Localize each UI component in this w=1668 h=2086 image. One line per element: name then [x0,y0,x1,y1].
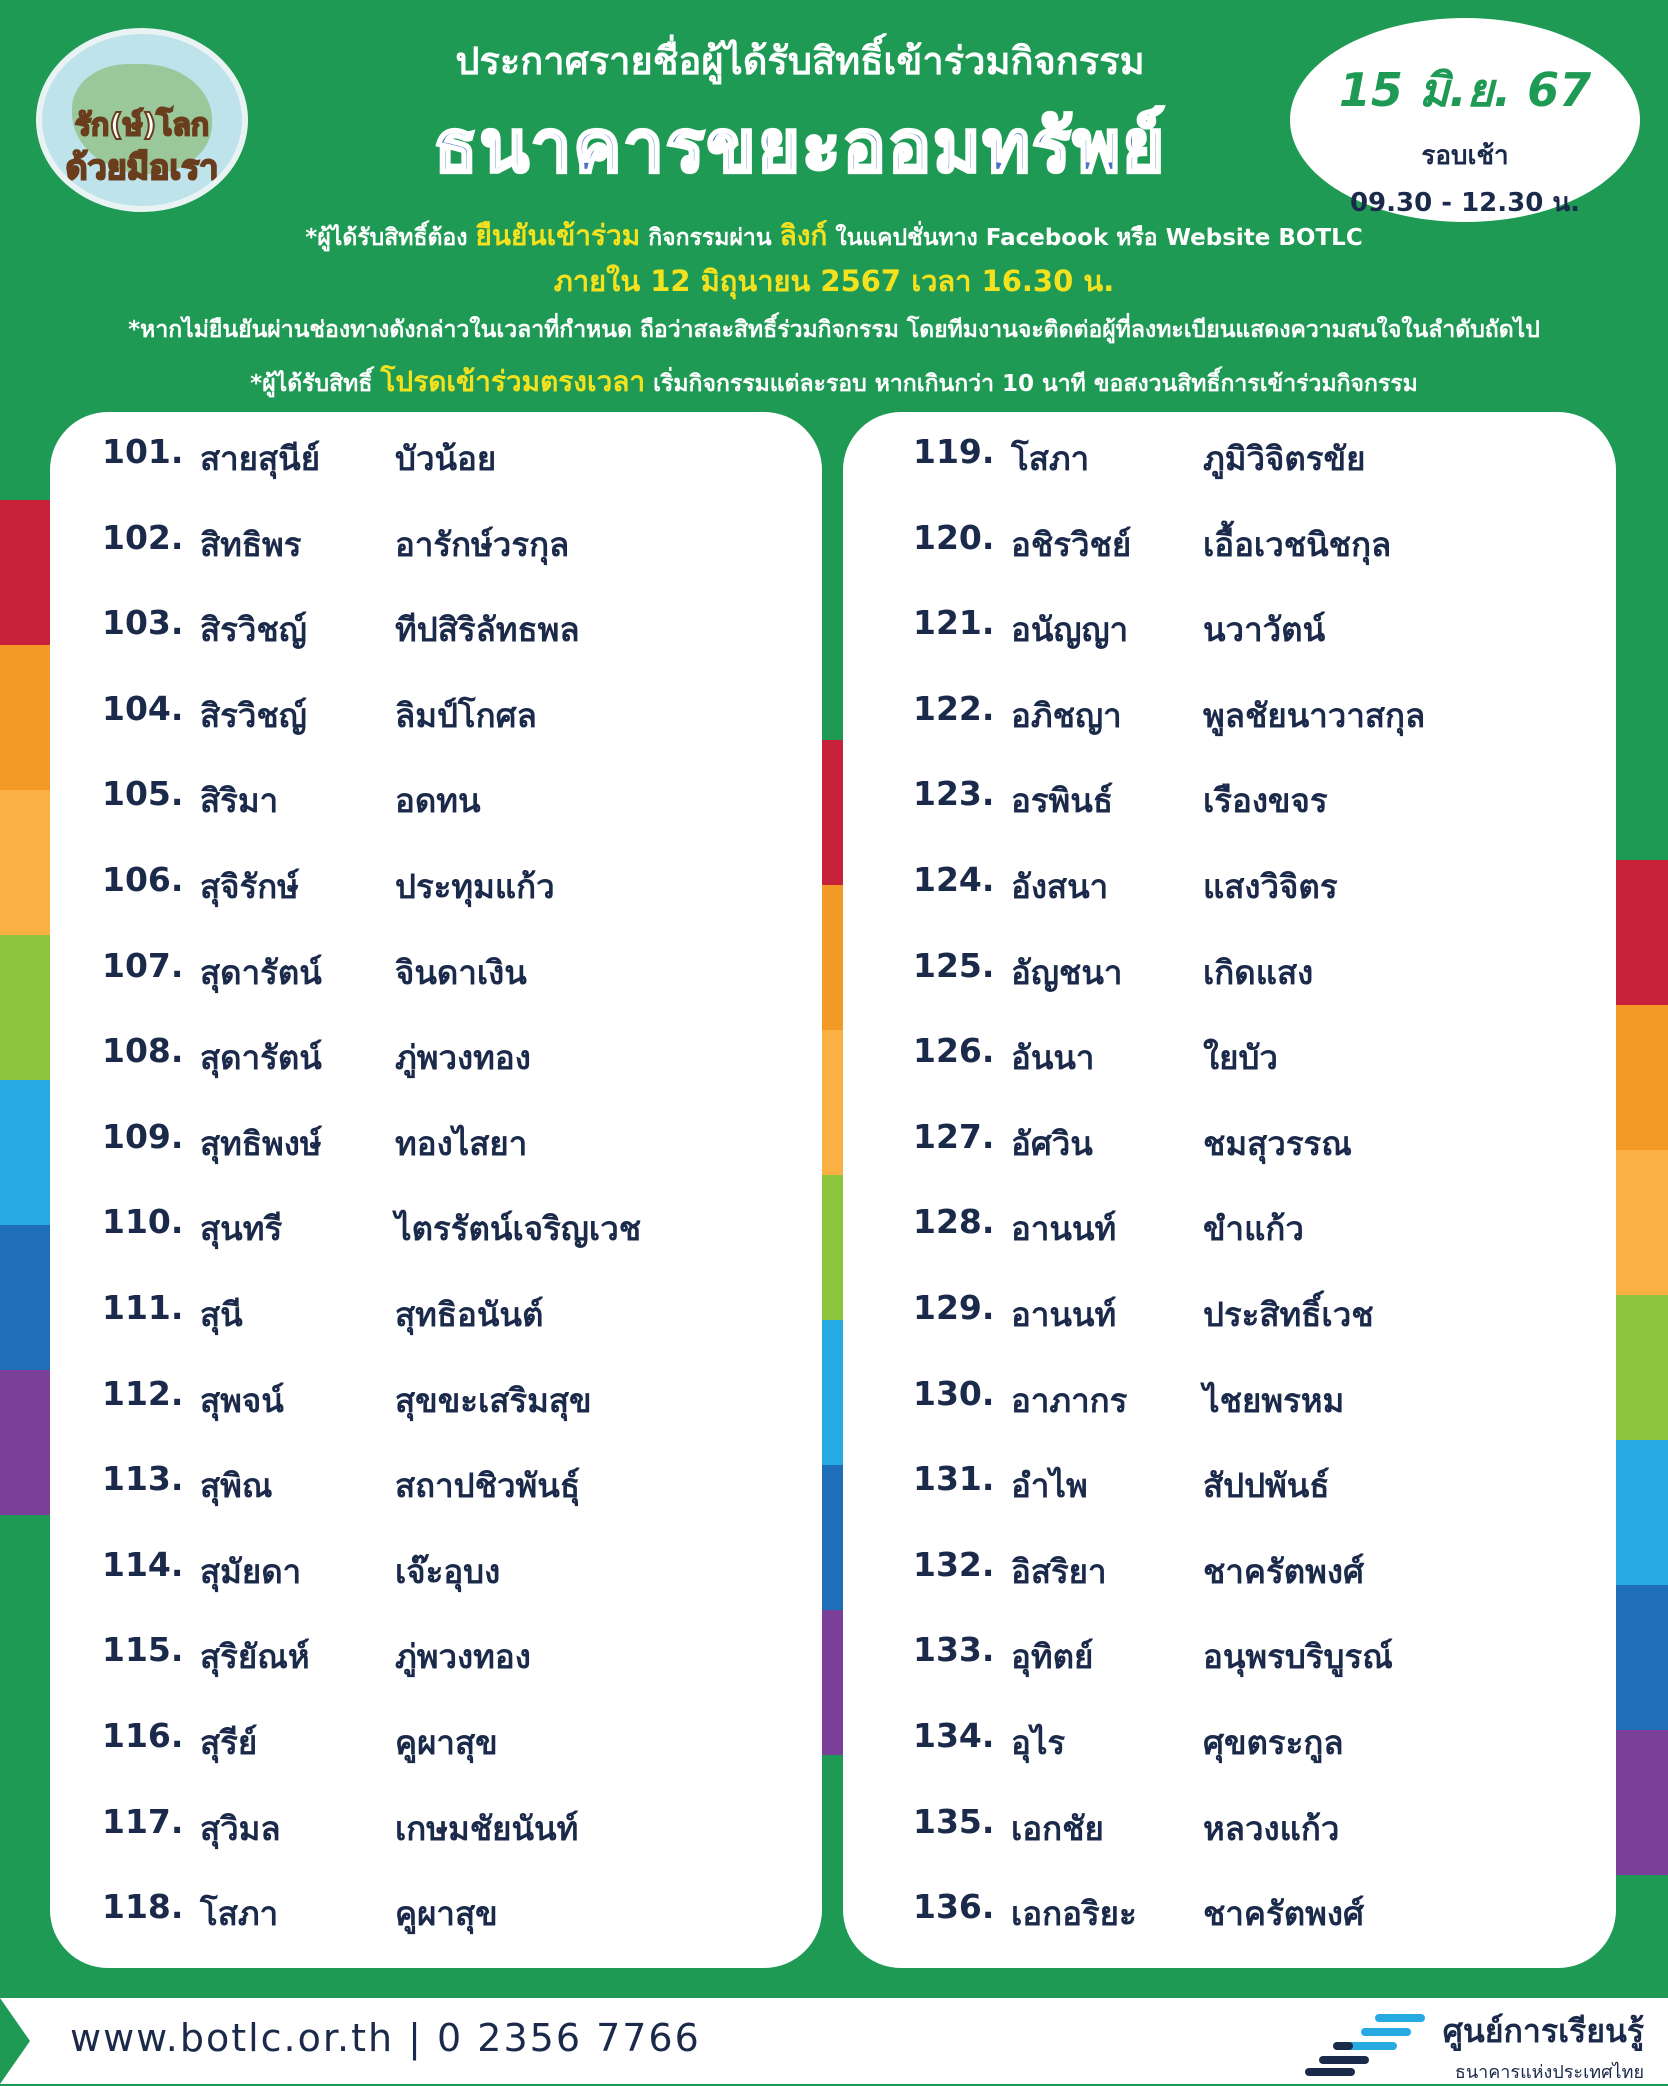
right-rainbow-stripes [1608,860,1668,1875]
list-item [50,946,822,1006]
date-badge [1290,18,1640,222]
event-date: 15 มิ.ย. 67 [1338,63,1592,117]
list-item [50,1716,822,1776]
first-name: สุริยัณห์ [200,1637,310,1677]
list-number: 129. [913,1288,995,1327]
last-name: ลิมป์โกศล [395,695,537,735]
list-number: 130. [913,1373,995,1413]
last-name: เกษมชัยนันท์ [395,1808,579,1848]
list-item [843,1459,1616,1519]
list-item [50,860,822,920]
first-name: สิรวิชญ์ [200,610,307,650]
list-number: 122. [913,688,995,728]
list-number: 134. [913,1716,995,1755]
list-number: 107. [102,945,184,985]
first-name: สุพจน์ [200,1380,284,1420]
first-name: อันนา [1011,1038,1095,1078]
notice-forfeit: *หากไม่ยืนยันผ่านช่องทางดังกล่าวในเวลาที่กำหนด ถือว่าสละสิทธิ์ร่วมกิจกรรม โดยทีมงานจะติดต่อผู้ที่ลงทะเบียนแสดงความสนใจในลำดับถัดไป [128,317,1540,343]
list-number: 136. [913,1887,995,1927]
last-name: ชมสุวรรณ [1203,1123,1352,1163]
list-number: 109. [102,1116,184,1156]
notice-text: *ผู้ได้รับสิทธิ์ต้อง [305,225,476,251]
first-name: สุทธิพงษ์ [200,1123,322,1163]
last-name: อนุพรบริบูรณ์ [1203,1637,1393,1677]
first-name: สิรวิชญ์ [200,695,307,735]
list-number: 116. [102,1716,184,1755]
last-name: สัปปพันธ์ [1203,1466,1330,1506]
first-name: อนัญญา [1011,610,1129,650]
list-item [50,1459,822,1519]
last-name: ประสิทธิ์เวช [1203,1295,1374,1334]
logo-text-line1: รัก(ษ์)โลก [74,108,210,143]
list-item [50,1288,822,1348]
list-number: 102. [102,517,184,557]
first-name: อชิรวิชย์ [1011,524,1132,564]
list-item [843,1117,1616,1177]
first-name: อานนท์ [1011,1295,1117,1334]
last-name: บัวน้อย [395,439,497,478]
last-name: สถาปชิวพันธุ์ [395,1466,580,1506]
last-name: สุทธิอนันต์ [395,1295,544,1334]
list-number: 120. [913,517,995,557]
org-name-main: ศูนย์การเรียนรู้ [1442,2012,1644,2050]
first-name: สิทธิพร [200,524,302,564]
list-item [50,1202,822,1262]
list-item [50,1031,822,1091]
first-name: สุรีย์ [200,1723,258,1762]
list-number: 101. [102,432,184,471]
list-item [50,518,822,578]
list-item [843,1716,1616,1776]
first-name: อานนท์ [1011,1209,1117,1249]
last-name: คูผาสุข [395,1723,498,1762]
logo-text-line2: ด้วยมือเรา [65,148,219,188]
last-name: ชาครัตพงศ์ [1203,1894,1364,1934]
list-item [50,603,822,663]
list-item [843,1802,1616,1862]
list-item [50,689,822,749]
list-item [843,1288,1616,1348]
first-name: สุนทรี [200,1209,283,1249]
list-item [50,1545,822,1605]
list-number: 132. [913,1544,995,1584]
first-name: อิสริยา [1011,1551,1107,1591]
page-title: ประกาศรายชื่อผู้ได้รับสิทธิ์เข้าร่วมกิจกรรม [455,39,1145,83]
list-number: 106. [102,860,184,899]
list-item [50,1374,822,1434]
name-list-left [50,412,822,1968]
list-number: 123. [913,774,995,814]
list-item [843,1887,1616,1947]
first-name: สุดารัตน์ [200,1038,322,1078]
last-name: เรืองขจร [1203,781,1328,821]
list-item [843,518,1616,578]
first-name: อาภากร [1011,1380,1128,1420]
last-name: ทองไสยา [395,1123,528,1163]
notice-deadline: ภายใน 12 มิถุนายน 2567 เวลา 16.30 น. [553,264,1115,298]
first-name: อัศวิน [1011,1123,1093,1163]
last-name: ไตรรัตน์เจริญเวช [395,1209,642,1249]
campaign-logo [36,28,248,212]
list-number: 113. [102,1459,184,1499]
first-name: สิริมา [200,781,279,821]
last-name: ภู่พวงทอง [395,1637,531,1677]
first-name: สุวิมล [200,1808,281,1848]
last-name: ทีปสิริลัทธพล [395,610,580,650]
list-number: 118. [102,1887,184,1927]
list-number: 133. [913,1630,995,1670]
last-name: เจ๊ะอุบง [395,1551,501,1591]
first-name: สุนี [200,1295,243,1334]
notice-highlight: ลิงก์ [779,219,828,252]
first-name: อุทิตย์ [1011,1637,1094,1677]
list-number: 125. [913,945,995,985]
last-name: ใยบัว [1203,1038,1278,1078]
first-name: อุไร [1011,1723,1066,1762]
list-number: 135. [913,1801,995,1841]
list-item [843,689,1616,749]
notice-text: ในแคปชั่นทาง Facebook หรือ Website BOTLC [827,225,1363,251]
list-number: 111. [102,1288,184,1327]
last-name: เกิดแสง [1203,952,1314,992]
list-item [843,1630,1616,1690]
first-name: อรพินธ์ [1011,781,1113,821]
list-number: 112. [102,1373,184,1413]
list-item [50,432,822,492]
notice-text: เริ่มกิจกรรมแต่ละรอบ หากเกินกว่า 10 นาที ขอสงวนสิทธิ์การเข้าร่วมกิจกรรม [645,371,1418,397]
list-item [843,432,1616,492]
last-name: ภู่พวงทอง [395,1038,531,1078]
first-name: อัญชนา [1011,952,1123,992]
first-name: เอกชัย [1011,1808,1104,1848]
org-name-sub: ธนาคารแห่งประเทศไทย [1454,2062,1644,2083]
last-name: ขำแก้ว [1203,1209,1304,1249]
first-name: โสภา [200,1894,279,1934]
first-name: อภิชญา [1011,695,1122,735]
botlc-logo-mark-icon [1305,2010,1445,2076]
event-session: รอบเช้า [1421,141,1509,171]
list-item [843,1031,1616,1091]
name-list-right [843,412,1616,1968]
list-number: 105. [102,774,184,814]
list-number: 115. [102,1630,184,1670]
first-name: สุพิณ [200,1466,273,1506]
list-number: 121. [913,603,995,643]
list-item [843,1202,1616,1262]
last-name: ศุขตระกูล [1203,1723,1344,1762]
first-name: อังสนา [1011,867,1109,906]
last-name: อารักษ์วรกุล [395,524,570,564]
list-item [843,603,1616,663]
last-name: หลวงแก้ว [1203,1808,1340,1848]
notice-text: *ผู้ได้รับสิทธิ์ [250,371,381,397]
footer-arrow-decoration [0,1998,30,2084]
list-item [843,774,1616,834]
last-name: ภูมิวิจิตรขัย [1203,439,1366,478]
first-name: โสภา [1011,439,1090,478]
list-item [843,1545,1616,1605]
first-name: สุมัยดา [200,1551,302,1591]
list-number: 119. [913,432,995,471]
list-number: 117. [102,1801,184,1841]
list-number: 104. [102,688,184,728]
list-item [50,774,822,834]
last-name: เอื้อเวชนิชกุล [1203,524,1392,564]
list-item [50,1117,822,1177]
last-name: อดทน [395,781,481,821]
footer-contact: www.botlc.or.th | 0 2356 7766 [70,2016,701,2060]
notice-highlight: ยืนยันเข้าร่วม [475,219,641,252]
list-number: 127. [913,1116,995,1156]
list-item [50,1630,822,1690]
list-number: 108. [102,1031,184,1071]
event-time: 09.30 - 12.30 น. [1349,188,1581,218]
list-number: 103. [102,603,184,643]
first-name: สุจิรักษ์ [200,867,299,906]
last-name: ไชยพรหม [1203,1380,1345,1420]
footer [0,1998,1668,2084]
list-number: 128. [913,1202,995,1242]
notice-ontime [60,360,1608,404]
last-name: นวาวัตน์ [1203,610,1326,650]
list-number: 124. [913,860,995,899]
last-name: ประทุมแก้ว [395,867,555,906]
list-item [843,860,1616,920]
org-name [1443,2006,1644,2086]
last-name: คูผาสุข [395,1894,498,1934]
last-name: พูลชัยนาวาสกุล [1203,695,1426,735]
list-number: 110. [102,1202,184,1242]
notice-text: กิจกรรมผ่าน [640,225,780,251]
first-name: อำไพ [1011,1466,1088,1506]
first-name: สายสุนีย์ [200,439,321,478]
last-name: แสงวิจิตร [1203,867,1338,906]
first-name: สุดารัตน์ [200,952,322,992]
list-number: 114. [102,1544,184,1584]
notice-highlight: โปรดเข้าร่วมตรงเวลา [380,365,646,398]
list-item [50,1802,822,1862]
first-name: เอกอริยะ [1011,1894,1137,1934]
notice-confirm [60,214,1608,258]
list-item [843,1374,1616,1434]
last-name: สุขขะเสริมสุข [395,1380,592,1420]
list-item [50,1887,822,1947]
last-name: ชาครัตพงศ์ [1203,1551,1364,1591]
list-number: 126. [913,1031,995,1071]
page-subtitle: ธนาคารขยะออมทรัพย์ [433,104,1167,188]
last-name: จินดาเงิน [395,952,527,992]
list-number: 131. [913,1459,995,1499]
list-item [843,946,1616,1006]
